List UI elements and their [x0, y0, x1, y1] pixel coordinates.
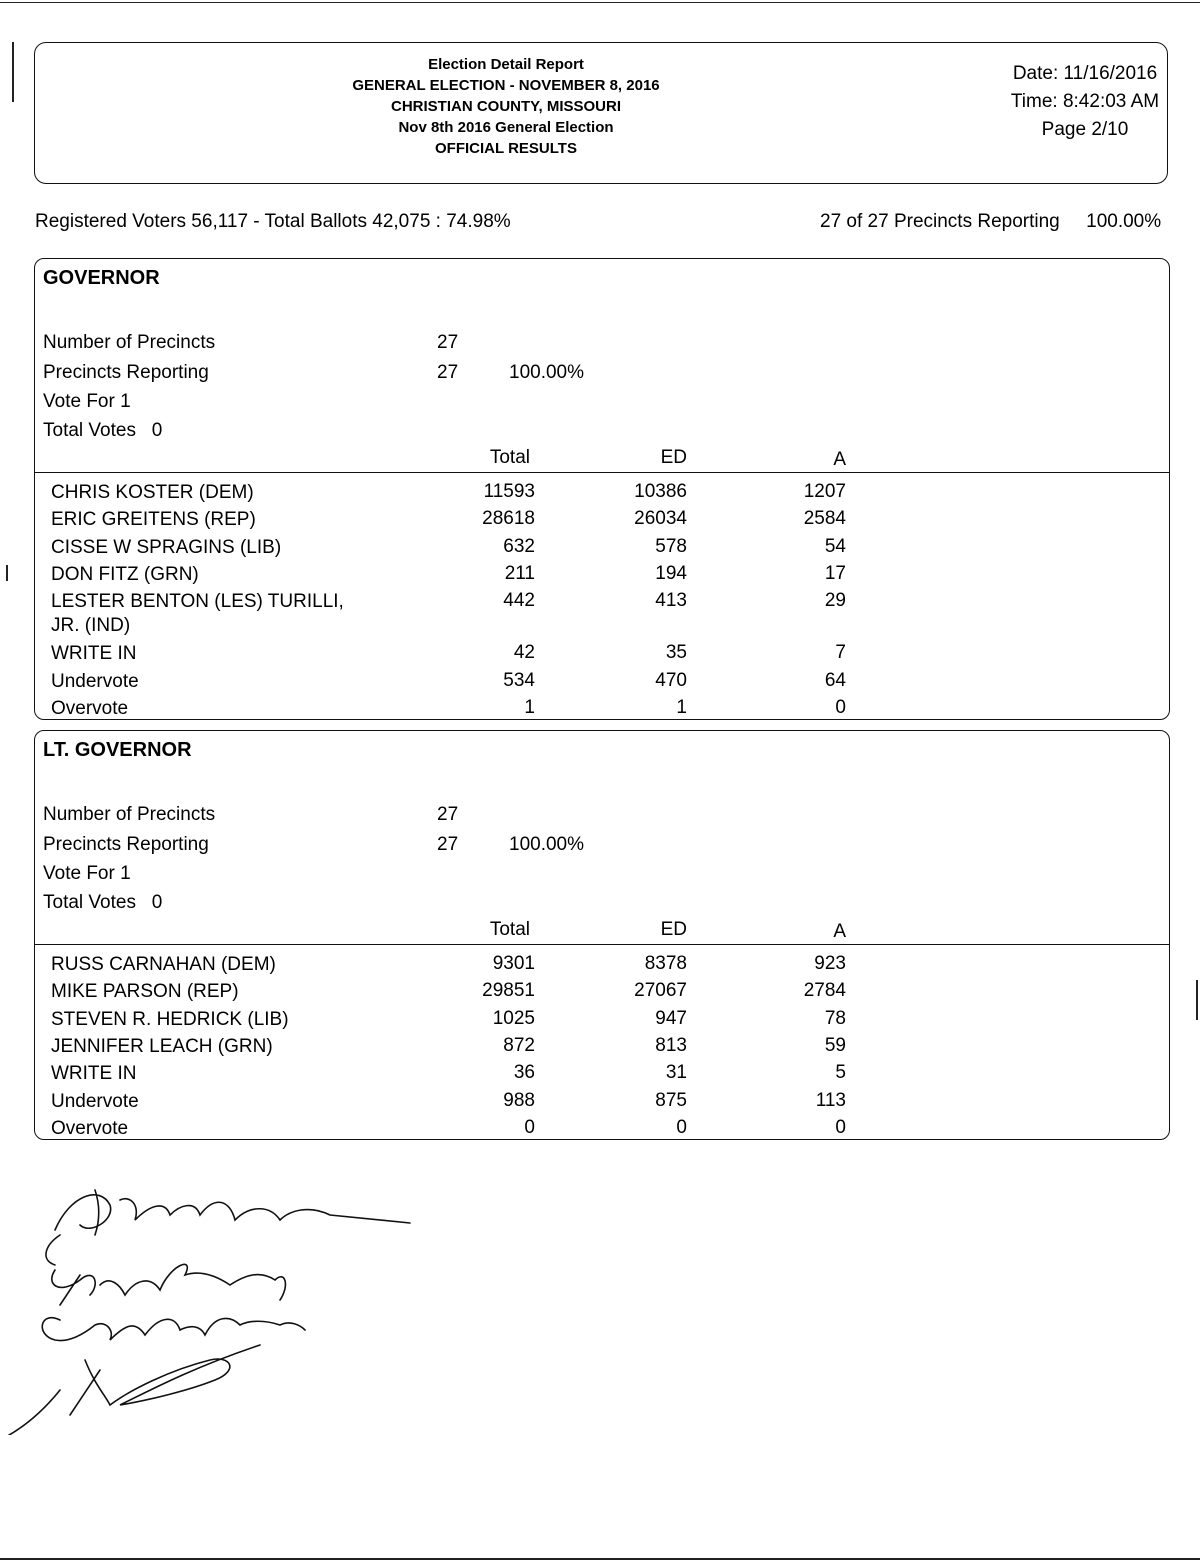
candidate-ed-votes: 578 — [655, 535, 687, 557]
candidate-ed-votes: 470 — [655, 669, 687, 691]
candidate-ed-votes: 8378 — [644, 953, 687, 974]
scan-mark — [1196, 980, 1198, 1020]
column-header-ed: ED — [660, 447, 687, 468]
candidate-a-votes: 1207 — [803, 481, 846, 502]
candidate-name: WRITE IN — [51, 1063, 137, 1085]
results-status: OFFICIAL RESULTS — [435, 140, 577, 157]
candidate-ed-votes: 26034 — [634, 508, 687, 530]
vote-for-label: Vote For 1 — [43, 863, 131, 884]
handwritten-signatures — [0, 1175, 440, 1435]
candidate-ed-votes: 0 — [676, 1116, 687, 1138]
precincts-reporting-value: 27 — [437, 362, 459, 383]
vote-for-label: Vote For 1 — [43, 391, 131, 412]
candidate-name: Undervote — [51, 670, 139, 692]
total-votes-value: 0 — [151, 420, 163, 441]
candidate-total-votes: 36 — [513, 1062, 535, 1084]
report-header-center — [300, 54, 712, 159]
scan-mark — [12, 42, 14, 102]
candidate-ed-votes: 413 — [655, 590, 687, 612]
column-header-a: A — [833, 921, 846, 942]
candidate-name: WRITE IN — [51, 643, 137, 665]
column-header-rule — [35, 944, 1169, 945]
candidate-ed-votes: 1 — [676, 696, 687, 718]
scan-mark — [6, 565, 8, 581]
page-number: Page 2/10 — [1041, 119, 1129, 140]
candidate-name: LESTER BENTON (LES) TURILLI, JR. (IND) — [51, 591, 344, 637]
race-governor — [34, 258, 1170, 720]
number-of-precincts-value: 27 — [437, 804, 459, 825]
candidate-ed-votes: 35 — [665, 642, 687, 664]
candidate-name: STEVEN R. HEDRICK (LIB) — [51, 1008, 289, 1030]
report-header-meta — [990, 60, 1180, 144]
candidate-total-votes: 28618 — [482, 508, 535, 530]
candidate-a-votes: 17 — [824, 562, 846, 584]
candidate-total-votes: 29851 — [482, 980, 535, 1002]
candidate-ed-votes: 813 — [655, 1034, 687, 1056]
total-votes-label: Total Votes 0 — [43, 892, 163, 913]
report-time: Time: 8:42:03 AM — [1010, 91, 1160, 112]
candidate-total-votes: 442 — [503, 590, 535, 612]
candidate-ed-votes: 875 — [655, 1089, 687, 1111]
race-title: GOVERNOR — [43, 267, 160, 289]
precincts-reporting-label: Precincts Reporting — [43, 834, 209, 855]
election-subtitle: Nov 8th 2016 General Election — [398, 119, 614, 136]
candidate-total-votes: 211 — [504, 562, 535, 584]
county-name: CHRISTIAN COUNTY, MISSOURI — [390, 98, 621, 115]
candidate-a-votes: 64 — [824, 669, 846, 691]
candidate-name: RUSS CARNAHAN (DEM) — [51, 954, 276, 975]
report-date: Date: 11/16/2016 — [1012, 63, 1158, 84]
total-votes-label: Total Votes 0 — [43, 420, 163, 441]
candidate-total-votes: 42 — [513, 642, 535, 664]
candidate-total-votes: 872 — [503, 1034, 535, 1056]
candidate-ed-votes: 31 — [665, 1062, 687, 1084]
candidate-a-votes: 78 — [824, 1007, 846, 1029]
candidate-total-votes: 1025 — [492, 1007, 535, 1029]
candidate-ed-votes: 10386 — [634, 481, 687, 502]
bottom-border-line — [0, 1558, 1200, 1560]
candidate-ed-votes: 947 — [655, 1007, 687, 1029]
candidate-name: Undervote — [51, 1090, 139, 1112]
race-title: LT. GOVERNOR — [43, 739, 192, 761]
candidate-a-votes: 7 — [835, 642, 846, 664]
election-name: GENERAL ELECTION - NOVEMBER 8, 2016 — [352, 77, 660, 94]
registered-voters-summary: Registered Voters 56,117 - Total Ballots 42,075 : 74.98% — [35, 211, 511, 232]
candidate-a-votes: 29 — [824, 590, 846, 612]
candidate-name: Overvote — [51, 697, 129, 719]
column-header-ed: ED — [660, 919, 687, 940]
total-votes-value: 0 — [151, 892, 163, 913]
column-header-total: Total — [489, 447, 530, 468]
candidate-name: JENNIFER LEACH (GRN) — [51, 1035, 273, 1057]
candidate-total-votes: 534 — [503, 669, 535, 691]
candidate-total-votes: 632 — [503, 535, 535, 557]
candidate-a-votes: 923 — [814, 953, 846, 974]
candidate-name: Overvote — [51, 1117, 129, 1139]
precincts-reporting-value: 27 — [437, 834, 459, 855]
candidate-name: CISSE W SPRAGINS (LIB) — [51, 536, 282, 558]
candidate-name: MIKE PARSON (REP) — [51, 981, 239, 1003]
candidate-total-votes: 0 — [524, 1116, 535, 1138]
column-header-rule — [35, 472, 1169, 473]
candidate-a-votes: 54 — [824, 535, 846, 557]
candidate-name: CHRIS KOSTER (DEM) — [51, 482, 254, 503]
top-border-line — [0, 2, 1200, 3]
candidate-a-votes: 2784 — [803, 980, 846, 1002]
report-title: Election Detail Report — [428, 56, 584, 73]
precincts-reporting-summary: 27 of 27 Precincts Reporting 100.00% — [820, 211, 1162, 232]
candidate-ed-votes: 194 — [655, 562, 687, 584]
candidate-ed-votes: 27067 — [634, 980, 687, 1002]
candidate-total-votes: 9301 — [492, 953, 535, 974]
candidate-a-votes: 0 — [835, 1116, 846, 1138]
precincts-reporting-percent: 100.00% — [509, 362, 585, 383]
candidate-total-votes: 1 — [524, 696, 535, 718]
number-of-precincts-value: 27 — [437, 332, 459, 353]
candidate-a-votes: 5 — [835, 1062, 846, 1084]
number-of-precincts-label: Number of Precincts — [43, 804, 216, 825]
candidate-name: ERIC GREITENS (REP) — [51, 509, 256, 531]
precincts-reporting-label: Precincts Reporting — [43, 362, 209, 383]
precincts-reporting-percent: 100.00% — [509, 834, 585, 855]
column-header-total: Total — [489, 919, 530, 940]
candidate-a-votes: 2584 — [803, 508, 846, 530]
candidate-total-votes: 988 — [503, 1089, 535, 1111]
column-header-a: A — [833, 449, 846, 470]
candidate-name: DON FITZ (GRN) — [51, 563, 199, 585]
candidate-a-votes: 0 — [835, 696, 846, 718]
number-of-precincts-label: Number of Precincts — [43, 332, 216, 353]
candidate-a-votes: 113 — [815, 1089, 846, 1111]
candidate-a-votes: 59 — [824, 1034, 846, 1056]
candidate-total-votes: 11593 — [483, 481, 535, 502]
race-lt-governor — [34, 730, 1170, 1140]
